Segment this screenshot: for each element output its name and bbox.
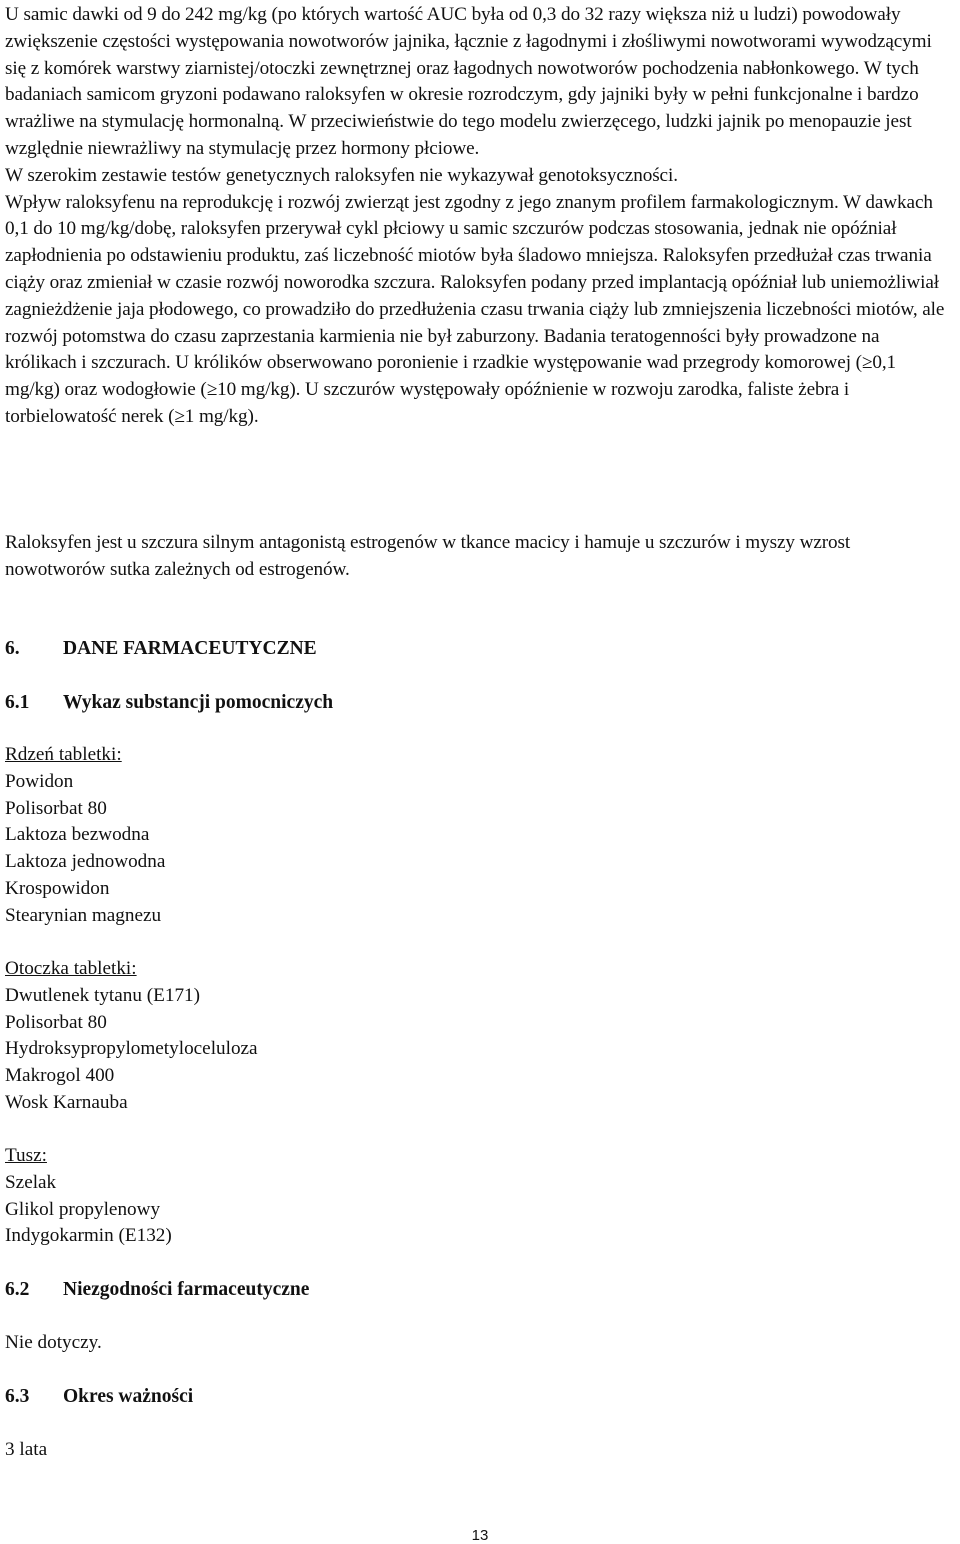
text-run: W tych badaniach samicom gryzoni podawano raloksyfen w okresie rozrodczym, gdy jajniki były w pełni funkcjonalne i bardzo wrażliwe na stymulację hormonalną. [5,57,919,133]
section-title: DANE FARMACEUTYCZNE [63,638,317,659]
page-number: 13 [471,1527,489,1544]
section-heading-6-3 [5,1384,193,1410]
symbol-geq: ≥ [861,352,873,374]
symbol-geq: ≥ [206,379,218,401]
coating-label: Otoczka tabletki: [5,958,137,979]
text-run: Wpływ raloksyfenu na reprodukcję i rozwój zwierząt jest zgodny z jego znanym profilem farmakologicznym. W dawkach 0,1 do 10 mg/kg/dobę, raloksyfen przerywał cykl płciowy u samic szczurów podczas stosowania, jednak nie opóźniał zapłodnienia po odstawieniu produktu, zaś liczebność miotów była śladowo mniejsza. Raloksyfen przedłużał czas trwania ciąży oraz zmieniał w czasie rozwój noworodka szczura. Raloksyfen podany przed implantacją opóźniał lub uniemożliwiał zagnieżdżenie jaja płodowego, co prowadziło do przedłużenia czasu trwania ciąży lub zmniejszenia liczebności miotów, ale rozwój potomstwa do czasu zaprzestania karmienia nie był zaburzony. Badania teratogenności były prowadzone na królikach i szczurach. U królików obserwowano poronienie i rzadkie występowanie wad przegrody komorowej ( [5,191,945,374]
list-item: Polisorbat 80 [5,1011,107,1033]
list-item: Wosk Karnauba [5,1091,128,1113]
ink-label: Tusz: [5,1145,47,1166]
list-item: Makrogol 400 [5,1065,115,1087]
list-item: Glikol propylenowy [5,1198,161,1220]
list-item: Polisorbat 80 [5,797,107,819]
list-item: Krospowidon [5,877,110,899]
section-heading-6-2 [5,1277,309,1303]
text-run: W szerokim zestawie testów genetycznych raloksyfen nie wykazywał genotoksyczności. [5,164,678,186]
section-title: Wykaz substancji pomocniczych [63,692,334,713]
coating-excipients [5,956,258,1117]
section-title: Niezgodności farmaceutyczne [63,1279,310,1300]
list-item: Indygokarmin (E132) [5,1225,172,1247]
section-number: 6.2 [5,1279,30,1300]
list-item: Stearynian magnezu [5,904,162,926]
text-run: 1 mg/kg). [184,405,259,427]
section-heading-6-1 [5,690,333,716]
paragraph-antagonist: Raloksyfen jest u szczura silnym antagonistą estrogenów w tkance macicy i hamuje u szczurów i myszy wzrost nowotworów sutka zależnych od estrogenów. [5,532,851,580]
list-item: Powidon [5,770,74,792]
text-run: W przeciwieństwie do tego modelu zwierzęcego, ludzki jajnik po menopauzie jest względnie niewrażliwy na stymulację przez hormony płciowe. [5,111,912,159]
paragraph-carcinogenicity [5,2,955,431]
section-title: Okres ważności [63,1386,194,1407]
symbol-geq: ≥ [174,405,185,427]
list-item: Laktoza jednowodna [5,851,166,873]
section-number: 6.3 [5,1386,30,1407]
core-label: Rdzeń tabletki: [5,744,122,765]
list-item: Dwutlenek tytanu (E171) [5,984,201,1006]
text-run: U samic dawki od 9 do 242 mg/kg (po których wartość AUC była od 0,3 do 32 razy większa niż u ludzi) powodowały zwiększenie częstości występowania nowotworów jajnika, łącznie z łagodnymi i złośliwymi nowotworami wywodzącymi się z komórek warstwy ziarnistej/otoczki zewnętrznej oraz łagodnych nowotworów pochodzenia nabłonkowego. [5,4,932,79]
section-6-3-text: 3 lata [5,1439,48,1460]
core-excipients [5,742,165,930]
ink-excipients [5,1143,172,1250]
section-number: 6.1 [5,692,30,713]
section-number: 6. [5,638,20,659]
text-run: 10 mg/kg). U szczurów występowały opóźnienie w rozwoju zarodka, faliste żebra i torbielowatość nerek ( [5,379,850,427]
list-item: Szelak [5,1171,57,1193]
list-item: Laktoza bezwodna [5,824,150,846]
text-run: 0,1 mg/kg) oraz wodogłowie ( [5,352,897,401]
section-6-2-text: Nie dotyczy. [5,1332,102,1353]
list-item: Hydroksypropylometyloceluloza [5,1038,258,1060]
section-heading-6 [5,636,317,662]
